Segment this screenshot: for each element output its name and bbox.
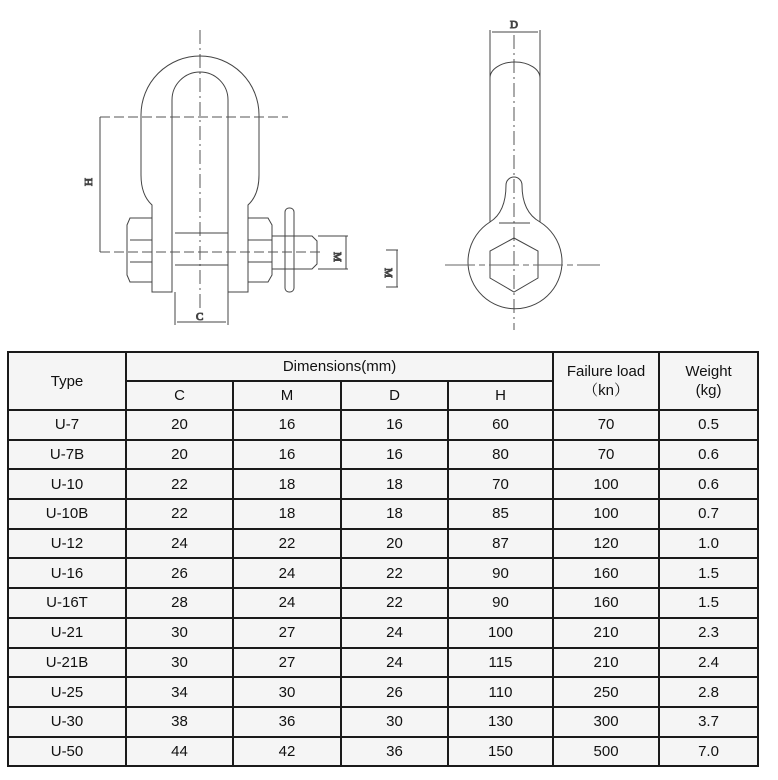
cell-failure-load: 250: [553, 677, 659, 707]
cell-d: 24: [341, 648, 448, 678]
cell-weight: 2.3: [659, 618, 758, 648]
cell-c: 24: [126, 529, 233, 559]
table-row: [8, 440, 758, 470]
cell-weight: 1.0: [659, 529, 758, 559]
cell-failure-load: 160: [553, 558, 659, 588]
shackle-technical-drawing: [0, 0, 778, 345]
header-failure-load-line1: Failure load: [566, 363, 646, 380]
cell-failure-load: 160: [553, 588, 659, 618]
cell-m: 18: [233, 499, 341, 529]
specification-table: [7, 351, 759, 767]
cell-h: 70: [448, 469, 553, 499]
table-row: [8, 469, 758, 499]
cell-m: 18: [233, 469, 341, 499]
cell-m: 24: [233, 558, 341, 588]
table-row: [8, 588, 758, 618]
cell-h: 85: [448, 499, 553, 529]
cell-type: U-16: [8, 558, 126, 588]
cell-failure-load: 500: [553, 737, 659, 767]
table-row: [8, 737, 758, 767]
cell-type: U-21B: [8, 648, 126, 678]
cell-d: 16: [341, 440, 448, 470]
header-m: M: [233, 381, 341, 410]
header-weight-line1: Weight: [685, 363, 732, 380]
dim-label-m-front: M: [331, 252, 343, 262]
cell-h: 90: [448, 588, 553, 618]
front-view: [83, 30, 348, 325]
cell-m: 30: [233, 677, 341, 707]
cell-d: 16: [341, 410, 448, 440]
cell-m: 27: [233, 618, 341, 648]
table-row: [8, 677, 758, 707]
table-row: [8, 499, 758, 529]
cell-h: 90: [448, 558, 553, 588]
cell-c: 20: [126, 410, 233, 440]
table-row: [8, 410, 758, 440]
dim-label-h: H: [83, 178, 95, 186]
cell-c: 22: [126, 469, 233, 499]
header-weight: [659, 352, 758, 410]
cell-m: 42: [233, 737, 341, 767]
cell-m: 16: [233, 440, 341, 470]
cell-failure-load: 300: [553, 707, 659, 737]
cell-d: 36: [341, 737, 448, 767]
side-view: [382, 19, 600, 330]
cell-failure-load: 100: [553, 469, 659, 499]
cell-weight: 1.5: [659, 588, 758, 618]
cell-failure-load: 210: [553, 648, 659, 678]
cell-h: 80: [448, 440, 553, 470]
table-row: [8, 648, 758, 678]
cell-c: 22: [126, 499, 233, 529]
header-h: H: [448, 381, 553, 410]
cell-weight: 0.7: [659, 499, 758, 529]
cell-d: 18: [341, 499, 448, 529]
cell-weight: 2.8: [659, 677, 758, 707]
cell-h: 110: [448, 677, 553, 707]
cell-type: U-50: [8, 737, 126, 767]
cell-d: 22: [341, 558, 448, 588]
cell-h: 130: [448, 707, 553, 737]
cell-c: 26: [126, 558, 233, 588]
cell-weight: 1.5: [659, 558, 758, 588]
header-type: Type: [8, 352, 126, 410]
dim-label-m-side: M: [382, 268, 394, 278]
cell-type: U-25: [8, 677, 126, 707]
cell-h: 87: [448, 529, 553, 559]
table-row: [8, 618, 758, 648]
cell-type: U-10B: [8, 499, 126, 529]
cell-m: 16: [233, 410, 341, 440]
cell-type: U-7: [8, 410, 126, 440]
dim-label-c: C: [196, 311, 204, 323]
cell-type: U-21: [8, 618, 126, 648]
cell-c: 38: [126, 707, 233, 737]
header-weight-line2: (kg): [695, 382, 722, 399]
table-row: [8, 529, 758, 559]
cell-m: 36: [233, 707, 341, 737]
cell-weight: 3.7: [659, 707, 758, 737]
cell-h: 150: [448, 737, 553, 767]
cell-failure-load: 70: [553, 440, 659, 470]
cell-weight: 7.0: [659, 737, 758, 767]
cell-c: 20: [126, 440, 233, 470]
cell-type: U-10: [8, 469, 126, 499]
cell-m: 27: [233, 648, 341, 678]
header-dimensions: Dimensions(mm): [126, 352, 553, 381]
cell-failure-load: 70: [553, 410, 659, 440]
cell-h: 60: [448, 410, 553, 440]
cell-c: 44: [126, 737, 233, 767]
header-failure-load-line2: （kn）: [583, 382, 629, 399]
cell-d: 30: [341, 707, 448, 737]
cell-c: 30: [126, 618, 233, 648]
cell-weight: 0.6: [659, 469, 758, 499]
table-body: [8, 410, 758, 766]
cell-type: U-16T: [8, 588, 126, 618]
header-c: C: [126, 381, 233, 410]
cell-h: 115: [448, 648, 553, 678]
cell-c: 34: [126, 677, 233, 707]
header-failure-load: [553, 352, 659, 410]
cell-weight: 0.6: [659, 440, 758, 470]
cell-failure-load: 100: [553, 499, 659, 529]
cell-c: 30: [126, 648, 233, 678]
cell-failure-load: 210: [553, 618, 659, 648]
cell-weight: 0.5: [659, 410, 758, 440]
cell-d: 22: [341, 588, 448, 618]
cell-m: 24: [233, 588, 341, 618]
cell-type: U-12: [8, 529, 126, 559]
cell-weight: 2.4: [659, 648, 758, 678]
dim-label-d: D: [510, 19, 518, 31]
table-row: [8, 558, 758, 588]
cell-d: 26: [341, 677, 448, 707]
cell-type: U-30: [8, 707, 126, 737]
cell-d: 24: [341, 618, 448, 648]
cell-h: 100: [448, 618, 553, 648]
header-d: D: [341, 381, 448, 410]
cell-m: 22: [233, 529, 341, 559]
table-row: [8, 707, 758, 737]
cell-d: 18: [341, 469, 448, 499]
cell-d: 20: [341, 529, 448, 559]
cell-c: 28: [126, 588, 233, 618]
cell-type: U-7B: [8, 440, 126, 470]
cell-failure-load: 120: [553, 529, 659, 559]
